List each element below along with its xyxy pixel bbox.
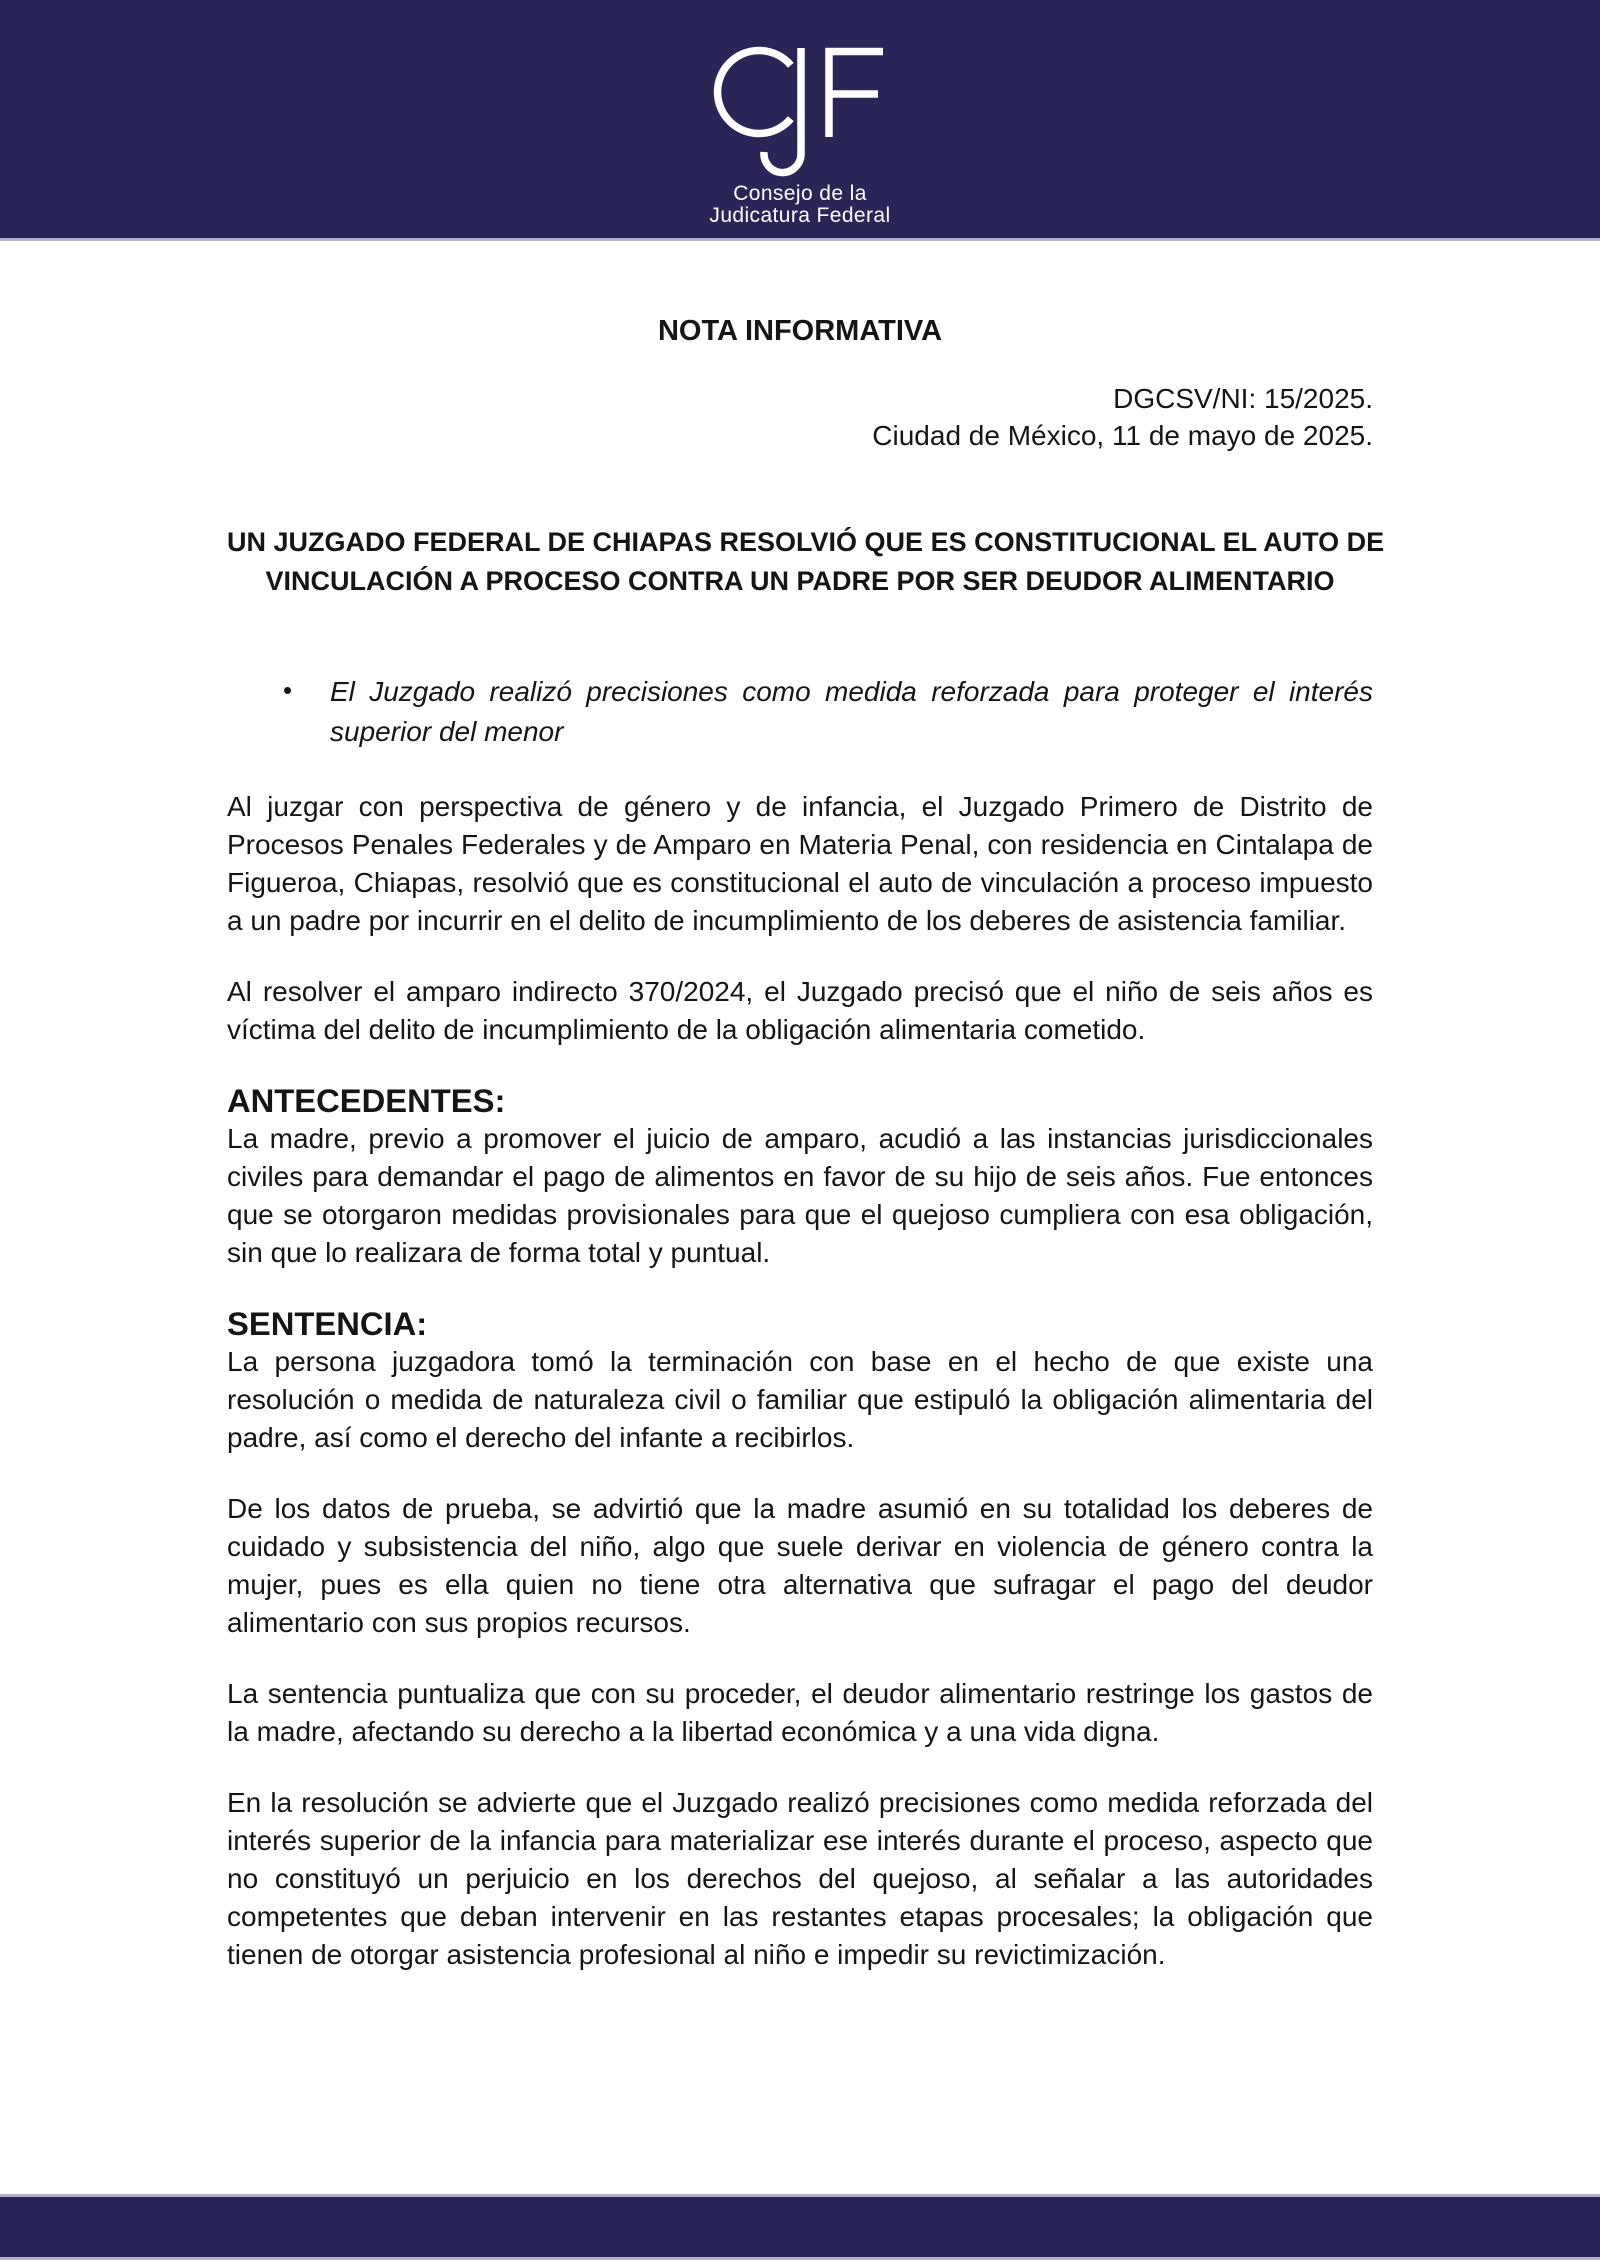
logo-letter-c [718,50,791,133]
sentencia-paragraph-3: La sentencia puntualiza que con su proceder, el deudor alimentario restringe los gastos de la madre, afectando su derecho a la libertad económica y a una vida digna. [227,1678,1373,1747]
document-type-heading: NOTA INFORMATIVA [657,315,943,347]
logo-org-line2: Judicatura Federal [709,204,891,226]
footer-band [0,2194,1600,2260]
section-heading-sentencia: SENTENCIA: [227,1305,428,1342]
logo-letter-j [764,48,801,173]
dateline: Ciudad de México, 11 de mayo de 2025. [872,420,1373,451]
note-title [227,523,1385,601]
intro-paragraph-1: Al juzgar con perspectiva de género y de infancia, el Juzgado Primero de Distrito de Procesos Penales Federales y de Amparo en Materia Penal, con residencia en Cintalapa de Figueroa, Chiapas, resolvió que es constitucional el auto de vinculación a proceso impuesto a un padre por incurrir en el delito de incumplimiento de los deberes de asistencia familiar. [227,791,1373,936]
logo-org-line1: Consejo de la [733,182,867,205]
sentencia-paragraph-4: En la resolución se advierte que el Juzgado realizó precisiones como medida reforzada del interés superior de la infancia para materializar ese interés durante el proceso, aspecto que no constituyó un perjuicio en los derechos del quejoso, al señalar a las autoridades competentes que deban intervenir en las restantes etapas procesales; la obligación que tienen de otorgar asistencia profesional al niño e impedir su revictimización. [227,1787,1373,1970]
header-band [0,0,1600,241]
antecedentes-paragraph-1: La madre, previo a promover el juicio de amparo, acudió a las instancias jurisdiccionales civiles para demandar el pago de alimentos en favor de su hijo de seis años. Fue entonces que se otorgaron medidas provisionales para que el quejoso cumpliera con esa obligación, sin que lo realizara de forma total y puntual. [227,1123,1373,1268]
bullet-text: El Juzgado realizó precisiones como medida reforzada para proteger el interés superior del menor [330,676,1373,747]
sentencia-paragraph-2: De los datos de prueba, se advirtió que la madre asumió en su totalidad los deberes de cuidado y subsistencia del niño, algo que suele derivar en violencia de género contra la mujer, pues es ella quien no tiene otra alternativa que sufragar el pago del deudor alimentario con sus propios recursos. [227,1493,1373,1638]
logo-letter-f [826,48,884,137]
intro-paragraph-2: Al resolver el amparo indirecto 370/2024, el Juzgado precisó que el niño de seis años es víctima del delito de incumplimiento de la obligación alimentaria cometido. [227,976,1373,1045]
reference-number: DGCSV/NI: 15/2025. [1113,383,1373,414]
sentencia-paragraph-1: La persona juzgadora tomó la terminación con base en el hecho de que existe una resolución o medida de naturaleza civil o familiar que estipuló la obligación alimentaria del padre, así como el derecho del infante a recibirlos. [227,1346,1373,1453]
note-title-line1: UN JUZGADO FEDERAL DE CHIAPAS RESOLVIÓ QUE ES CONSTITUCIONAL EL AUTO DE [227,527,1385,557]
cjf-logo [686,30,916,226]
section-heading-antecedentes: ANTECEDENTES: [227,1082,506,1119]
document-body [0,241,1600,1974]
bullet-marker: • [283,675,293,705]
cjf-logo-icon [686,30,916,226]
note-title-line2: VINCULACIÓN A PROCESO CONTRA UN PADRE POR SER DEUDOR ALIMENTARIO [265,566,1335,596]
reference-block [227,380,1373,454]
highlight-bullet [227,672,1373,752]
